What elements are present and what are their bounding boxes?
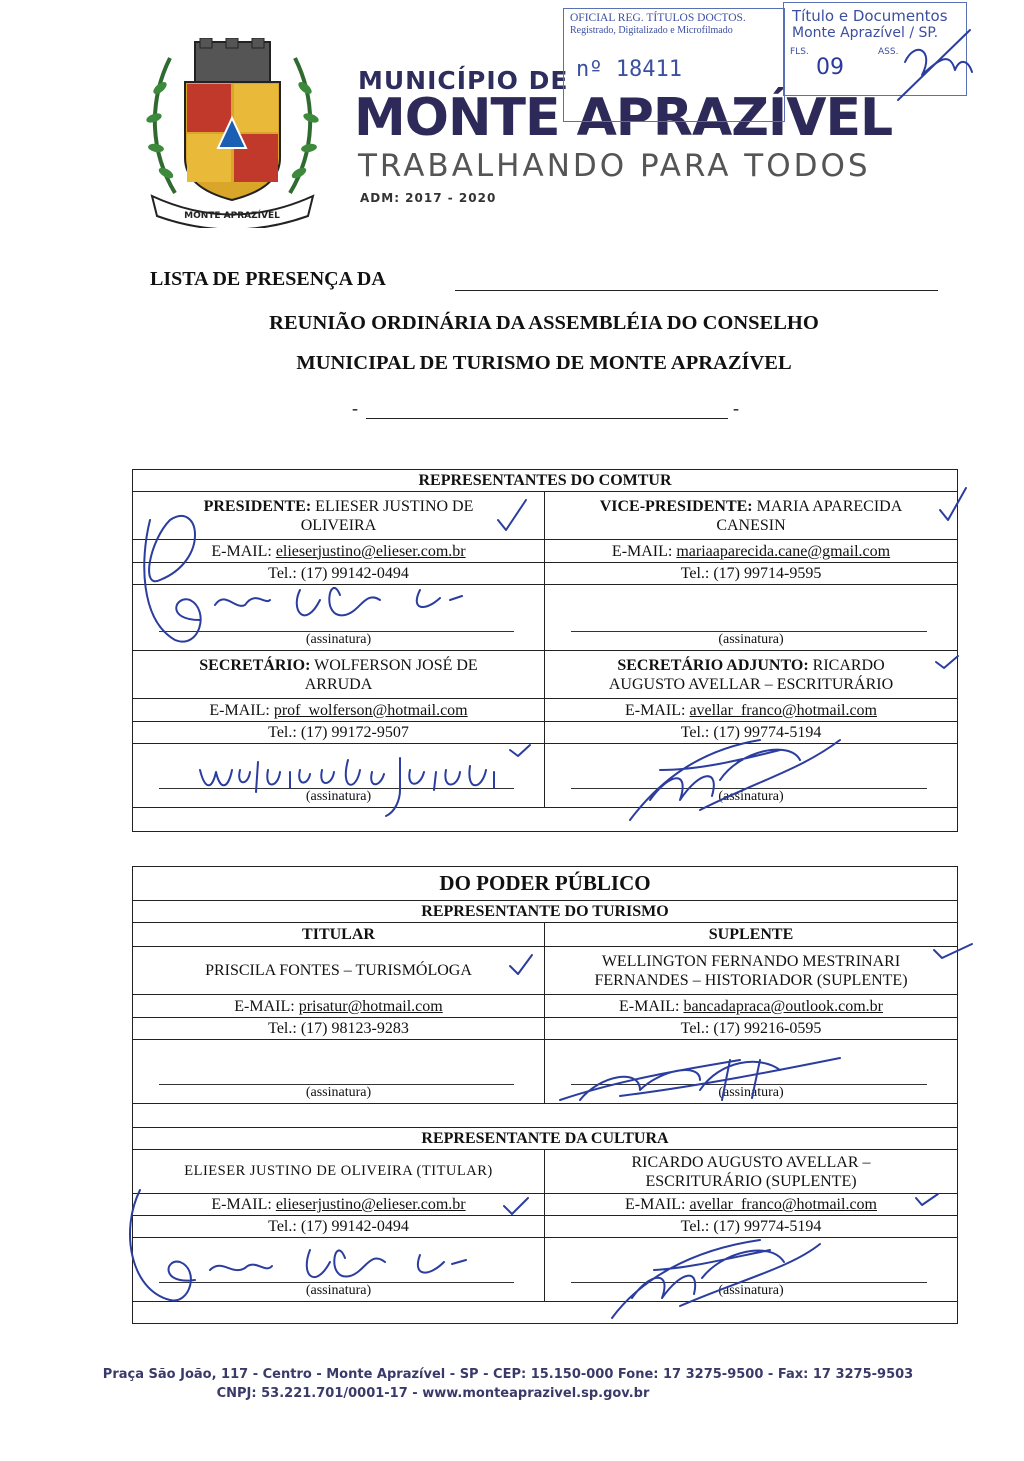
footer-cnpj-website: CNPJ: 53.221.701/0001-17 - www.monteaprazivel.sp.gov.br bbox=[216, 1386, 650, 1401]
office-stamp-fls-value: 09 bbox=[816, 55, 844, 80]
footer-address: Praça São João, 117 - Centro - Monte Aprazível - SP - CEP: 15.150-000 Fone: 17 3275-9500 - Fax: 17 3275-9503 bbox=[102, 1367, 914, 1382]
vice-tel-cell bbox=[545, 563, 958, 585]
vice-email-cell bbox=[545, 540, 958, 563]
tourism-titular-email-cell bbox=[133, 995, 545, 1018]
crest-ribbon-text: MONTE APRAZÍVEL bbox=[184, 211, 280, 221]
culture-suplente-email-cell bbox=[545, 1194, 958, 1216]
signature-label: (assinatura) bbox=[305, 1283, 372, 1298]
email-label: E-MAIL: bbox=[625, 1196, 686, 1213]
vice-name-cell bbox=[545, 492, 958, 540]
tourism-suplente-tel-cell bbox=[545, 1018, 958, 1040]
tourism-titular-tel: (17) 98123-9283 bbox=[300, 1020, 409, 1037]
signature-label: (assinatura) bbox=[718, 1085, 784, 1100]
president-name-cell bbox=[133, 492, 545, 540]
secretary-email-cell bbox=[133, 699, 545, 722]
secretary-name-cell bbox=[133, 651, 545, 699]
adjunct-name-cell bbox=[545, 651, 958, 699]
tourism-titular-signature-cell[interactable] bbox=[133, 1040, 545, 1104]
culture-suplente-name-cell bbox=[545, 1150, 958, 1194]
registry-stamp-line1: OFICIAL REG. TÍTULOS DOCTOS. bbox=[570, 12, 746, 24]
brand-municipio: MUNICÍPIO DE bbox=[358, 66, 569, 95]
tourism-suplente-name-a: WELLINGTON FERNANDO MESTRINARI bbox=[601, 952, 901, 970]
culture-titular-tel: (17) 99142-0494 bbox=[300, 1218, 409, 1235]
registry-stamp-line2: Registrado, Digitalizado e Microfilmado bbox=[570, 25, 733, 36]
culture-titular-email[interactable]: elieserjustino@elieser.com.br bbox=[275, 1196, 466, 1213]
email-label: E-MAIL: bbox=[211, 542, 272, 560]
tourism-suplente-name-b: FERNANDES – HISTORIADOR (SUPLENTE) bbox=[594, 971, 908, 989]
tel-label: Tel.: bbox=[680, 1020, 710, 1037]
culture-suplente-tel: (17) 99774-5194 bbox=[713, 1218, 822, 1235]
email-label: E-MAIL: bbox=[619, 997, 680, 1015]
president-role: PRESIDENTE: bbox=[203, 497, 312, 515]
date-dash-right: - bbox=[733, 398, 739, 418]
registry-stamp-number: nº 18411 bbox=[576, 57, 682, 82]
adjunct-name-b: AUGUSTO AVELLAR – ESCRITURÁRIO bbox=[608, 675, 894, 693]
tel-label: Tel.: bbox=[680, 724, 710, 741]
culture-suplente-signature-cell[interactable] bbox=[545, 1238, 958, 1302]
secretary-role: SECRETÁRIO: bbox=[199, 656, 311, 674]
tel-label: Tel.: bbox=[680, 565, 710, 582]
president-name-a: ELIESER JUSTINO DE bbox=[315, 497, 474, 515]
president-signature-cell[interactable] bbox=[133, 585, 545, 651]
office-stamp-line1: Título e Documentos bbox=[792, 7, 948, 25]
brand-monte-aprazivel: MONTE APRAZÍVEL bbox=[354, 88, 893, 148]
vice-email[interactable]: mariaaparecida.cane@gmail.com bbox=[676, 542, 891, 560]
culture-suplente-name-b: ESCRITURÁRIO (SUPLENTE) bbox=[645, 1172, 857, 1190]
meeting-title-line3: MUNICIPAL DE TURISMO DE MONTE APRAZÍVEL bbox=[296, 352, 792, 374]
signature-label: (assinatura) bbox=[718, 1283, 784, 1298]
meeting-title-line2: REUNIÃO ORDINÁRIA DA ASSEMBLÉIA DO CONSELHO bbox=[269, 312, 819, 334]
president-email[interactable]: elieserjustino@elieser.com.br bbox=[275, 542, 466, 560]
tourism-heading: REPRESENTANTE DO TURISMO bbox=[133, 901, 958, 923]
culture-titular-tel-cell bbox=[133, 1216, 545, 1238]
tourism-suplente-email-cell bbox=[545, 995, 958, 1018]
brand-administration: ADM: 2017 - 2020 bbox=[360, 191, 497, 205]
vice-tel: (17) 99714-9595 bbox=[713, 565, 822, 582]
tel-label: Tel.: bbox=[268, 1020, 297, 1037]
president-tel: (17) 99142-0494 bbox=[300, 565, 409, 582]
adjunct-tel: (17) 99774-5194 bbox=[713, 724, 822, 741]
secretary-name-b: ARRUDA bbox=[304, 675, 373, 693]
culture-spacer-row bbox=[133, 1302, 958, 1324]
email-label: E-MAIL: bbox=[625, 701, 686, 719]
email-label: E-MAIL: bbox=[211, 1196, 272, 1213]
culture-suplente-name-a: RICARDO AUGUSTO AVELLAR – bbox=[631, 1153, 871, 1171]
tourism-titular-tel-cell bbox=[133, 1018, 545, 1040]
secretary-name-a: WOLFERSON JOSÉ DE bbox=[314, 656, 478, 674]
office-stamp-ass-label: ASS. bbox=[878, 47, 899, 57]
comtur-spacer-row bbox=[133, 808, 958, 832]
secretary-signature-cell[interactable] bbox=[133, 744, 545, 808]
registry-stamp bbox=[563, 8, 785, 122]
email-label: E-MAIL: bbox=[234, 997, 295, 1015]
vice-role: VICE-PRESIDENTE: bbox=[599, 497, 753, 515]
signature-label: (assinatura) bbox=[305, 632, 372, 647]
adjunct-tel-cell bbox=[545, 722, 958, 744]
comtur-table bbox=[132, 469, 958, 832]
president-name-b: OLIVEIRA bbox=[300, 516, 377, 534]
adjunct-email-cell bbox=[545, 699, 958, 722]
tourism-suplente-email[interactable]: bancadapraca@outlook.com.br bbox=[683, 997, 883, 1015]
culture-suplente-email[interactable]: avellar_franco@hotmail.com bbox=[689, 1196, 877, 1213]
tourism-suplente-signature-cell[interactable] bbox=[545, 1040, 958, 1104]
president-email-cell bbox=[133, 540, 545, 563]
vice-signature-cell[interactable] bbox=[545, 585, 958, 651]
tel-label: Tel.: bbox=[268, 724, 297, 741]
secretary-tel-cell bbox=[133, 722, 545, 744]
secretary-tel: (17) 99172-9507 bbox=[300, 724, 409, 741]
office-stamp-fls-label: FLS. bbox=[790, 47, 809, 57]
signature-label: (assinatura) bbox=[305, 789, 372, 804]
adjunct-role: SECRETÁRIO ADJUNTO: bbox=[617, 656, 809, 674]
culture-titular-name: ELIESER JUSTINO DE OLIVEIRA (TITULAR) bbox=[133, 1150, 545, 1194]
tourism-suplente-tel: (17) 99216-0595 bbox=[713, 1020, 822, 1037]
tourism-titular-name: PRISCILA FONTES – TURISMÓLOGA bbox=[133, 947, 545, 995]
tourism-suplente-label: SUPLENTE bbox=[545, 923, 958, 947]
culture-suplente-tel-cell bbox=[545, 1216, 958, 1238]
date-blank-line bbox=[366, 418, 728, 419]
tourism-titular-email[interactable]: prisatur@hotmail.com bbox=[298, 997, 443, 1015]
date-dash-left: - bbox=[352, 398, 358, 418]
tel-label: Tel.: bbox=[268, 1218, 297, 1235]
culture-titular-email-cell bbox=[133, 1194, 545, 1216]
tel-label: Tel.: bbox=[680, 1218, 710, 1235]
tel-label: Tel.: bbox=[268, 565, 297, 582]
signature-label: (assinatura) bbox=[718, 789, 784, 804]
brand-slogan: TRABALHANDO PARA TODOS bbox=[358, 148, 871, 184]
adjunct-signature-cell[interactable] bbox=[545, 744, 958, 808]
culture-titular-signature-cell[interactable] bbox=[133, 1238, 545, 1302]
public-power-table bbox=[132, 866, 958, 1324]
vice-name-a: MARIA APARECIDA bbox=[756, 497, 903, 515]
attendance-title: LISTA DE PRESENÇA DA bbox=[150, 268, 386, 290]
office-stamp-line2: Monte Aprazível / SP. bbox=[792, 25, 939, 41]
secretary-email[interactable]: prof_wolferson@hotmail.com bbox=[273, 701, 468, 719]
adjunct-email[interactable]: avellar_franco@hotmail.com bbox=[689, 701, 877, 719]
municipal-crest bbox=[140, 38, 325, 228]
president-tel-cell bbox=[133, 563, 545, 585]
public-spacer-row bbox=[133, 1104, 958, 1128]
email-label: E-MAIL: bbox=[209, 701, 270, 719]
tourism-titular-label: TITULAR bbox=[133, 923, 545, 947]
comtur-heading: REPRESENTANTES DO COMTUR bbox=[133, 470, 958, 492]
vice-name-b: CANESIN bbox=[716, 516, 786, 534]
tourism-suplente-name-cell bbox=[545, 947, 958, 995]
email-label: E-MAIL: bbox=[611, 542, 673, 560]
public-power-heading: DO PODER PÚBLICO bbox=[133, 867, 958, 901]
attendance-title-blank-line bbox=[455, 290, 938, 291]
adjunct-name-a: RICARDO bbox=[812, 656, 885, 674]
signature-label: (assinatura) bbox=[718, 632, 784, 647]
office-stamp bbox=[783, 2, 967, 96]
culture-heading: REPRESENTANTE DA CULTURA bbox=[133, 1128, 958, 1150]
signature-label: (assinatura) bbox=[305, 1085, 372, 1100]
